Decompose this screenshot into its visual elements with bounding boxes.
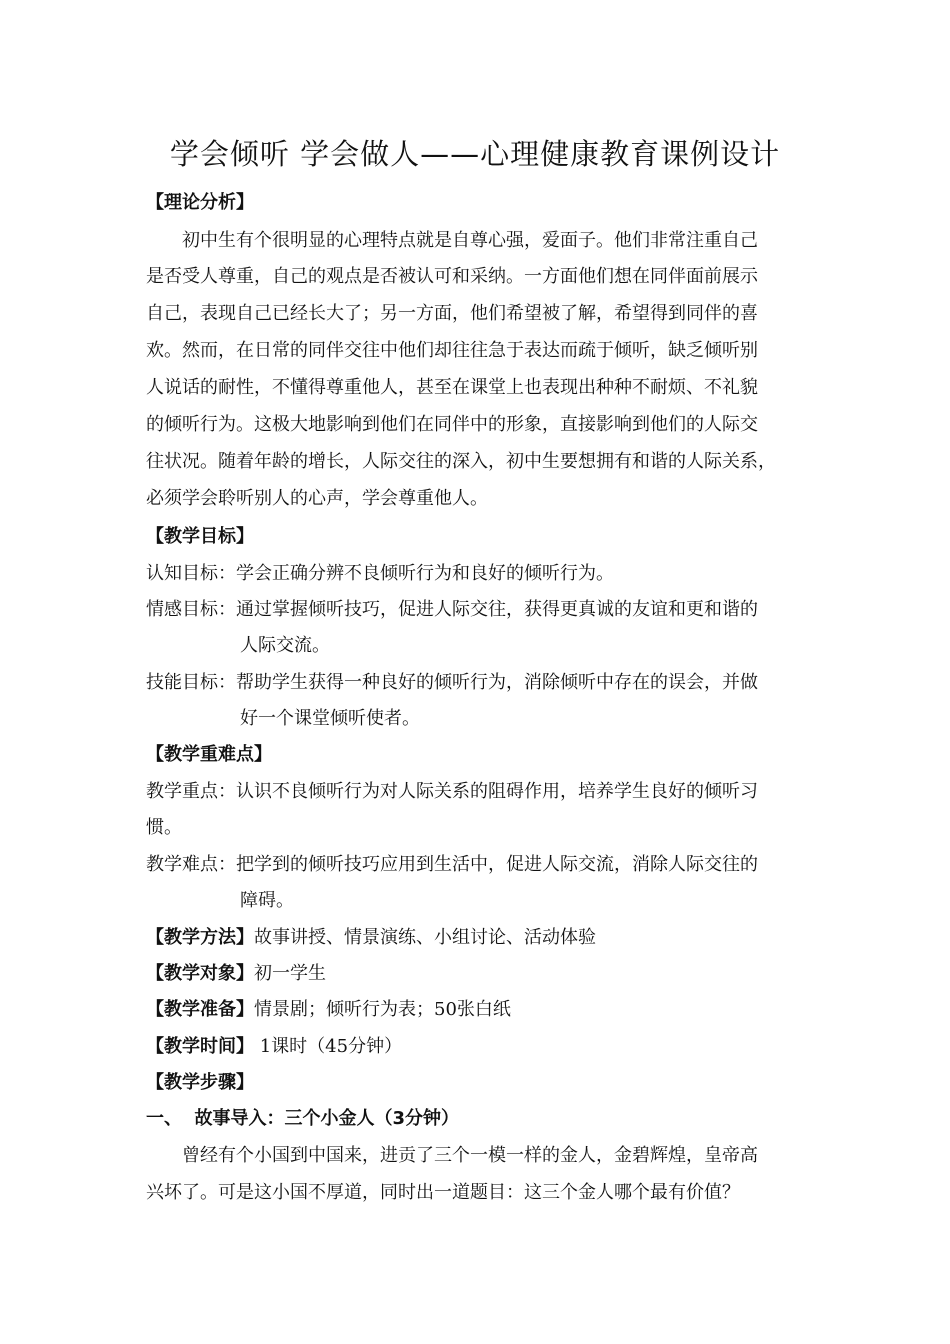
keypoint-focus: 教学重点：认识不良倾听行为对人际关系的阻碍作用，培养学生良好的倾听习: [146, 781, 758, 802]
time-label: 【教学时间】: [146, 1036, 254, 1057]
theory-line: 必须学会聆听别人的心声，学会尊重他人。: [146, 488, 488, 509]
document-title: 学会倾听 学会做人——心理健康教育课例设计: [169, 137, 781, 171]
goal-emotional: 情感目标：通过掌握倾听技巧，促进人际交往，获得更真诚的友谊和更和谐的: [146, 599, 758, 620]
theory-line: 人说话的耐性，不懂得尊重他人，甚至在课堂上也表现出种种不耐烦、不礼貌: [146, 377, 758, 398]
goal-emotional-cont: 人际交流。: [240, 635, 330, 656]
time-row: [146, 1035, 402, 1059]
theory-line: 欢。然而，在日常的同伴交往中他们却往往急于表达而疏于倾听，缺乏倾听别: [146, 340, 758, 361]
goal-skill: 技能目标：帮助学生获得一种良好的倾听行为，消除倾听中存在的误会，并做: [146, 672, 758, 693]
theory-line: 往状况。随着年龄的增长，人际交往的深入，初中生要想拥有和谐的人际关系，: [146, 451, 776, 472]
step1-line: 兴坏了。可是这小国不厚道，同时出一道题目：这三个金人哪个最有价值？: [146, 1182, 740, 1203]
goal-skill-cont: 好一个课堂倾听使者。: [240, 708, 420, 729]
keypoint-difficulty-cont: 障碍。: [240, 890, 294, 911]
theory-line: 自己，表现自己已经长大了；另一方面，他们希望被了解，希望得到同伴的喜: [146, 303, 758, 324]
goal-cognitive: 认知目标：学会正确分辨不良倾听行为和良好的倾听行为。: [146, 563, 614, 584]
step1-line: 曾经有个小国到中国来，进贡了三个一模一样的金人，金碧辉煌，皇帝高: [182, 1145, 758, 1166]
target-label: 【教学对象】: [146, 963, 254, 984]
method-label: 【教学方法】: [146, 927, 254, 948]
goals-heading: 【教学目标】: [146, 526, 254, 547]
theory-heading: 【理论分析】: [146, 192, 254, 213]
step1-title: 一、 故事导入：三个小金人（3分钟）: [146, 1108, 460, 1129]
method-value: 故事讲授、情景演练、小组讨论、活动体验: [254, 927, 596, 948]
theory-line: 是否受人尊重，自己的观点是否被认可和采纳。一方面他们想在同伴面前展示: [146, 266, 758, 287]
theory-line: 的倾听行为。这极大地影响到他们在同伴中的形象，直接影响到他们的人际交: [146, 414, 758, 435]
keypoint-focus-cont: 惯。: [146, 817, 182, 838]
steps-heading: 【教学步骤】: [146, 1072, 254, 1093]
prep-value: 情景剧；倾听行为表；50张白纸: [254, 999, 511, 1020]
keypoints-heading: 【教学重难点】: [146, 744, 272, 765]
prep-label: 【教学准备】: [146, 999, 254, 1020]
target-row: [146, 962, 326, 986]
keypoint-difficulty: 教学难点：把学到的倾听技巧应用到生活中，促进人际交流，消除人际交往的: [146, 854, 758, 875]
target-value: 初一学生: [254, 963, 326, 984]
theory-line: 初中生有个很明显的心理特点就是自尊心强，爱面子。他们非常注重自己: [182, 230, 758, 251]
prep-row: [146, 998, 511, 1022]
time-value: 1课时（45分钟）: [254, 1036, 403, 1057]
method-row: [146, 926, 596, 950]
